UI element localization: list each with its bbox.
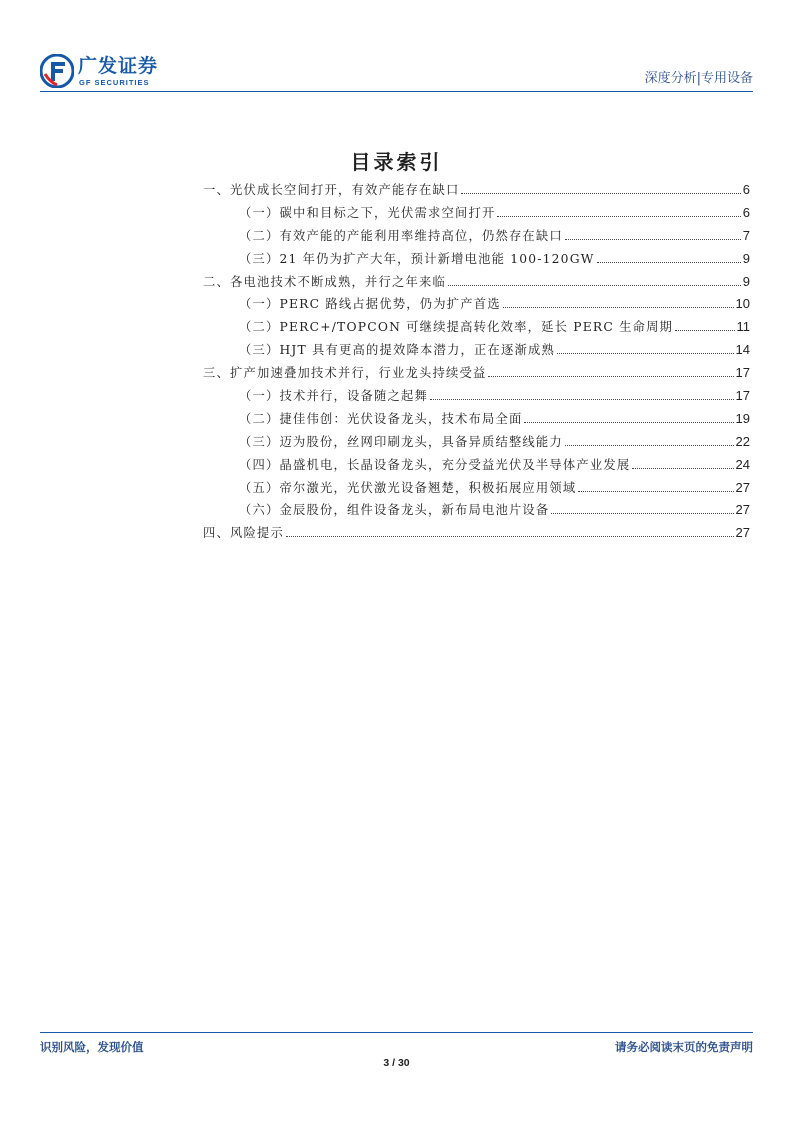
toc-entry-page[interactable]: 27 <box>735 502 750 518</box>
toc-entry-text[interactable]: （一）PERC 路线占据优势，仍为扩产首选 <box>239 297 501 312</box>
toc-entry-text[interactable]: （五）帝尔激光，光伏激光设备翘楚，积极拓展应用领域 <box>239 480 577 495</box>
toc-entry-page[interactable]: 9 <box>742 250 750 266</box>
toc-entry[interactable] <box>203 478 750 501</box>
toc-dot-leader <box>448 275 741 286</box>
toc-entry-page[interactable]: 6 <box>742 182 750 197</box>
toc-entry-page[interactable]: 27 <box>735 479 750 495</box>
toc-dot-leader <box>461 183 740 194</box>
toc-entry[interactable] <box>203 272 750 295</box>
toc-entry[interactable] <box>203 180 750 203</box>
toc-entry-text[interactable]: （四）晶盛机电，长晶设备龙头，充分受益光伏及半导体产业发展 <box>239 457 631 472</box>
brand-name-cn: 广发证券 <box>78 55 159 77</box>
page-header <box>40 52 753 92</box>
toc-dot-leader <box>551 503 733 514</box>
toc-entry-text[interactable]: （三）21 年仍为扩产大年，预计新增电池能 100-120GW <box>239 251 595 266</box>
toc-entry-page[interactable]: 27 <box>735 525 750 541</box>
toc-entry-text[interactable]: （二）捷佳伟创：光伏设备龙头，技术布局全面 <box>239 411 523 426</box>
toc-entry-page[interactable]: 7 <box>742 227 750 243</box>
toc-entry-page[interactable]: 14 <box>735 342 750 358</box>
toc-entry[interactable] <box>203 432 750 455</box>
toc-entry-text[interactable]: 四、风险提示 <box>203 526 284 541</box>
toc-entry-page[interactable]: 11 <box>736 319 750 335</box>
header-divider <box>40 91 753 92</box>
toc-entry-text[interactable]: 三、扩产加速叠加技术并行，行业龙头持续受益 <box>203 366 487 381</box>
toc-entry[interactable] <box>203 500 750 523</box>
toc-entry-page[interactable]: 6 <box>742 204 750 220</box>
toc-entry-page[interactable]: 9 <box>742 273 750 289</box>
toc-dot-leader <box>675 320 734 331</box>
page-number: 3 / 30 <box>383 1057 410 1069</box>
toc-dot-leader <box>557 343 734 354</box>
toc-dot-leader <box>524 412 733 423</box>
toc-entry[interactable] <box>203 294 750 317</box>
toc-entry-text[interactable]: （三）HJT 具有更高的提效降本潜力，正在逐渐成熟 <box>239 343 555 358</box>
toc-dot-leader <box>565 435 734 446</box>
report-category: 深度分析|专用设备 <box>644 71 753 86</box>
toc-entry-text[interactable]: （二）有效产能的产能利用率维持高位，仍然存在缺口 <box>239 228 563 243</box>
toc-entry-page[interactable]: 19 <box>735 410 750 426</box>
toc-entry-page[interactable]: 24 <box>735 456 750 472</box>
toc-entry[interactable] <box>203 317 750 340</box>
toc-entry-page[interactable]: 17 <box>735 365 750 381</box>
toc-entry-page[interactable]: 10 <box>735 296 750 312</box>
toc-entry[interactable] <box>203 523 750 546</box>
toc-dot-leader <box>497 206 740 217</box>
toc-entry[interactable] <box>203 203 750 226</box>
toc-entry-page[interactable]: 17 <box>735 388 750 404</box>
toc-dot-leader <box>565 229 741 240</box>
toc-entry-text[interactable]: （一）技术并行，设备随之起舞 <box>239 389 428 404</box>
footer-divider <box>40 1032 753 1033</box>
toc-title: 目录索引 <box>350 150 443 174</box>
gf-logo-icon <box>40 54 74 88</box>
toc-entry-text[interactable]: （六）金辰股份，组件设备龙头，新布局电池片设备 <box>239 503 550 518</box>
toc-entry[interactable] <box>203 386 750 409</box>
toc-dot-leader <box>430 389 734 400</box>
toc-entry-page[interactable]: 22 <box>735 433 750 449</box>
toc-dot-leader <box>597 252 741 263</box>
toc-dot-leader <box>286 526 734 537</box>
toc-dot-leader <box>632 458 733 469</box>
toc-entry-text[interactable]: （一）碳中和目标之下，光伏需求空间打开 <box>239 205 496 220</box>
toc-entry[interactable] <box>203 226 750 249</box>
gf-logo <box>40 52 200 90</box>
toc-entry-text[interactable]: （二）PERC+/TOPCON 可继续提高转化效率，延长 PERC 生命周期 <box>239 320 674 335</box>
toc-entry-text[interactable]: 二、各电池技术不断成熟，并行之年来临 <box>203 274 446 289</box>
toc-entry[interactable] <box>203 455 750 478</box>
footer-disclaimer-note: 请务必阅读末页的免责声明 <box>615 1040 753 1054</box>
toc-entry-text[interactable]: （三）迈为股份，丝网印刷龙头，具备异质结整线能力 <box>239 434 563 449</box>
toc-entry[interactable] <box>203 409 750 432</box>
toc-entry[interactable] <box>203 249 750 272</box>
brand-name-en: GF SECURITIES <box>79 78 150 87</box>
toc-entry[interactable] <box>203 340 750 363</box>
toc-entry[interactable] <box>203 363 750 386</box>
toc-entry-text[interactable]: 一、光伏成长空间打开，有效产能存在缺口 <box>203 183 460 197</box>
footer-slogan: 识别风险，发现价值 <box>40 1040 144 1054</box>
table-of-contents <box>203 180 750 546</box>
toc-dot-leader <box>503 297 734 308</box>
toc-dot-leader <box>578 481 733 492</box>
toc-dot-leader <box>488 366 733 377</box>
